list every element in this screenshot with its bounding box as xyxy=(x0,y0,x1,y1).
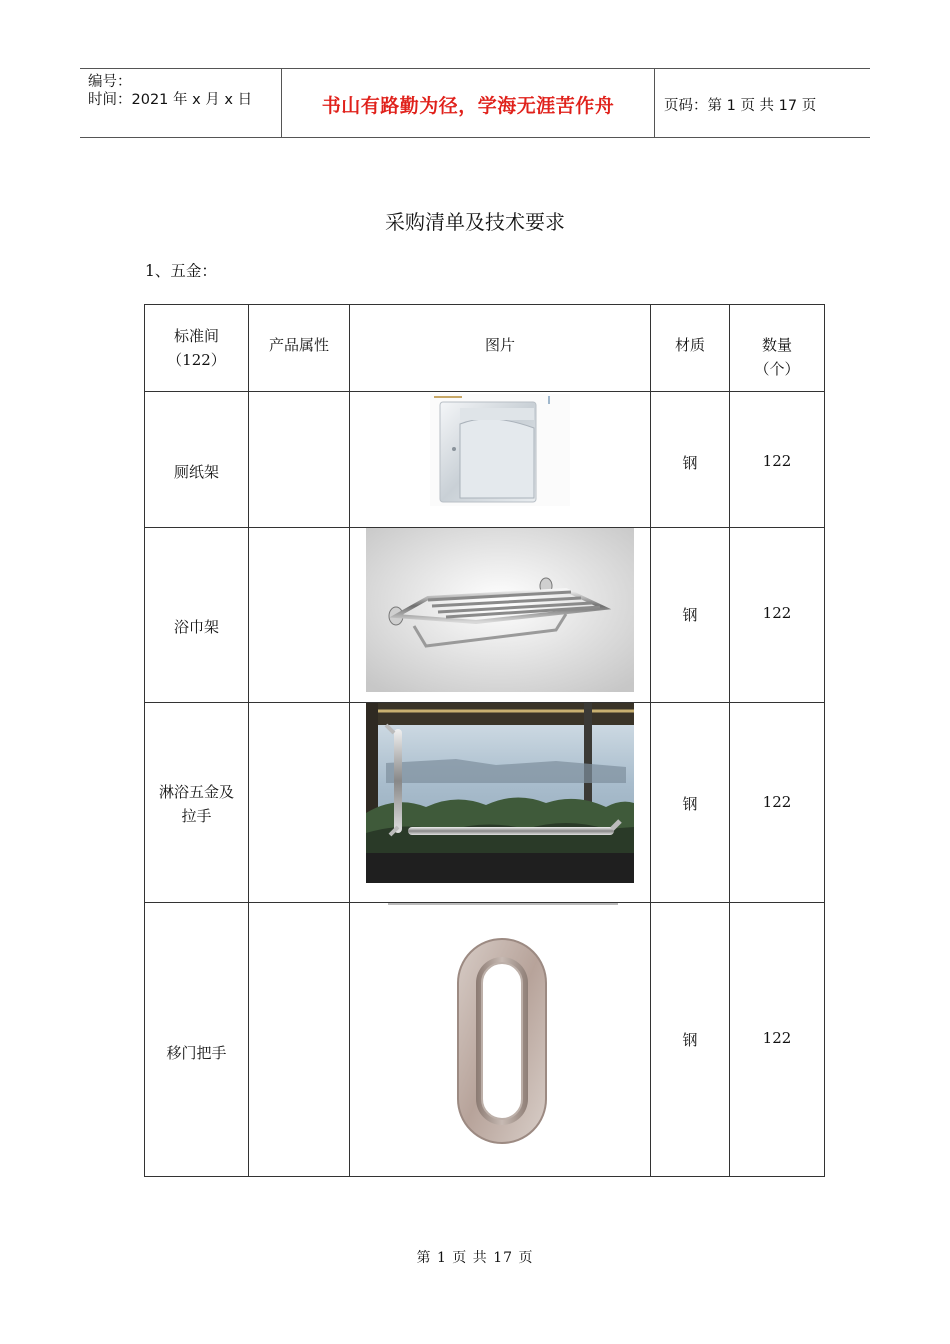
header-cell-qty xyxy=(730,305,825,392)
table-row xyxy=(145,903,825,1177)
item-material-cell xyxy=(651,528,730,703)
item-qty-cell xyxy=(730,392,825,528)
item-material-cell xyxy=(651,703,730,903)
header-text: 产品属性 xyxy=(268,336,329,354)
table-row xyxy=(145,703,825,903)
item-material: 钢 xyxy=(682,606,698,624)
item-qty: 122 xyxy=(762,1029,792,1047)
item-qty-cell xyxy=(730,703,825,903)
header-divider xyxy=(654,69,655,137)
header-text: 数量 xyxy=(761,336,792,354)
item-image-cell xyxy=(350,703,651,903)
item-material: 钢 xyxy=(682,795,698,813)
header-text: 材质 xyxy=(674,336,705,354)
header-cell-material xyxy=(651,305,730,392)
header-meta xyxy=(88,73,252,109)
item-attr-cell xyxy=(249,703,350,903)
date-label: 时间：2021 年 x 月 x 日 xyxy=(88,92,253,108)
item-name: 厕纸架 xyxy=(173,462,219,481)
item-name-cell xyxy=(145,903,249,1177)
table-header-row xyxy=(145,305,825,392)
item-qty-cell xyxy=(730,903,825,1177)
item-name: 淋浴五金及 xyxy=(158,782,234,801)
towel-rack-image xyxy=(366,528,634,692)
item-name-cell xyxy=(145,528,249,703)
header-motto: 书山有路勤为径，学海无涯苦作舟 xyxy=(321,95,615,117)
item-image-cell xyxy=(350,528,651,703)
page-title: 采购清单及技术要求 xyxy=(385,210,565,234)
item-attr-cell xyxy=(249,392,350,528)
header-cell-attr xyxy=(249,305,350,392)
item-material-cell xyxy=(651,903,730,1177)
header-cell-room xyxy=(145,305,249,392)
item-attr-cell xyxy=(249,528,350,703)
document-header xyxy=(80,68,870,138)
item-attr-cell xyxy=(249,903,350,1177)
header-text: 图片 xyxy=(484,336,515,354)
item-name: 移门把手 xyxy=(166,1043,227,1062)
header-text: （122） xyxy=(167,351,226,369)
item-material: 钢 xyxy=(682,454,698,472)
item-name: 浴巾架 xyxy=(173,618,219,636)
shower-handles-image xyxy=(366,703,634,883)
header-text: （个） xyxy=(754,360,800,378)
table-row xyxy=(145,392,825,528)
item-qty-cell xyxy=(730,528,825,703)
item-material: 钢 xyxy=(682,1031,698,1049)
item-qty: 122 xyxy=(762,793,792,811)
item-material-cell xyxy=(651,392,730,528)
item-name: 拉手 xyxy=(181,806,212,825)
item-name-cell xyxy=(145,703,249,903)
number-label: 编号： xyxy=(88,74,132,90)
toilet-paper-holder-image xyxy=(430,394,570,506)
sliding-door-handle-image xyxy=(382,903,618,1171)
item-name-cell xyxy=(145,392,249,528)
header-page-info: 页码：第 1 页 共 17 页 xyxy=(664,98,817,114)
header-text: 标准间 xyxy=(173,327,219,345)
page-footer: 第 1 页 共 17 页 xyxy=(416,1250,534,1266)
item-qty: 122 xyxy=(762,604,792,622)
table-row xyxy=(145,528,825,703)
section-heading: 1、五金： xyxy=(145,262,217,280)
item-image-cell xyxy=(350,392,651,528)
header-cell-image xyxy=(350,305,651,392)
item-qty: 122 xyxy=(762,452,792,470)
procurement-table xyxy=(144,304,825,1177)
item-image-cell xyxy=(350,903,651,1177)
